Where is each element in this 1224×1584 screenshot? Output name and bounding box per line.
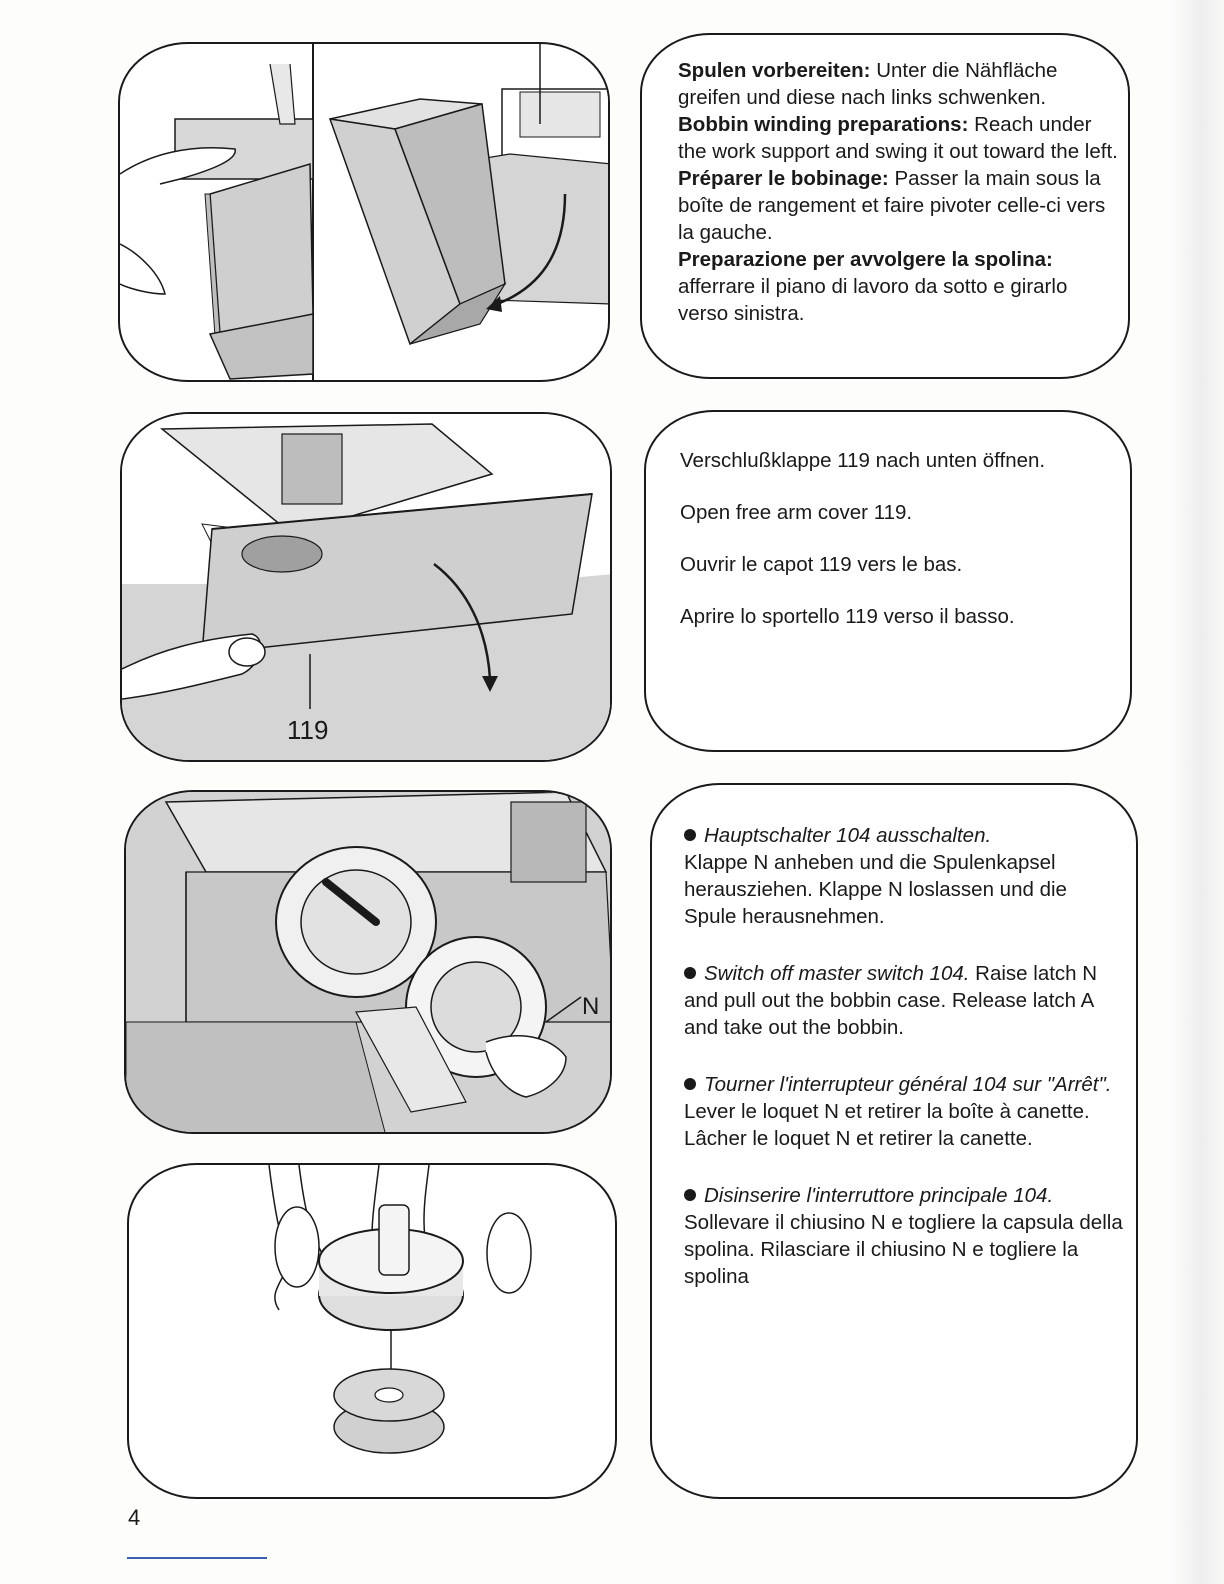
text-it: Preparazione per avvolgere la spolina: afferrare il piano di lavoro da sotto e girarlo verso sinistra.	[678, 248, 1068, 325]
text-en: Bobbin winding preparations: Reach under the work support and swing it out toward the left.	[678, 113, 1118, 163]
text-panel-open-cover	[644, 410, 1132, 752]
illustration-remove-bobbin-case	[126, 792, 612, 1134]
bullet-icon	[684, 1189, 696, 1201]
text-fr: Ouvrir le capot 119 vers le bas.	[680, 553, 963, 576]
bullet-icon	[684, 829, 696, 841]
text-it: Aprire lo sportello 119 verso il basso.	[680, 605, 1015, 628]
bullet-icon	[684, 1078, 696, 1090]
illustration-panel-free-arm-cover	[120, 412, 612, 762]
bullet-icon	[684, 967, 696, 979]
illustration-panel-bobbin-case	[124, 790, 612, 1134]
illustration-panel-work-support	[118, 42, 610, 382]
illustration-open-cover	[122, 414, 612, 762]
text-fr: Préparer le bobinage: Passer la main sous la boîte de rangement et faire pivoter celle-ci vers la gauche.	[678, 167, 1106, 244]
text-it: Disinserire l'interruttore principale 104. Sollevare il chiusino N e togliere la capsula della spolina. Rilasciare il chiusino N e togliere la spolina	[684, 1184, 1123, 1288]
page-number: 4	[128, 1505, 141, 1530]
footer-line	[127, 1557, 267, 1559]
text-de: Verschlußklappe 119 nach unten öffnen.	[680, 449, 1046, 472]
text-fr: Tourner l'interrupteur général 104 sur "Arrêt". Lever le loquet N et retirer la boîte à canette. Lâcher le loquet N et retirer la canette.	[684, 1073, 1112, 1150]
illustration-take-out-bobbin	[129, 1165, 617, 1499]
label-N: N	[582, 993, 600, 1020]
illustration-panel-bobbin	[127, 1163, 617, 1499]
text-de: Spulen vorbereiten: Unter die Nähfläche greifen und diese nach links schwenken.	[678, 59, 1058, 109]
illustration-swing-work-support	[120, 44, 610, 382]
text-panel-remove-bobbin	[650, 783, 1138, 1499]
text-de: Hauptschalter 104 ausschalten. Klappe N anheben und die Spulenkapsel herausziehen. Klappe N loslassen und die Spule herausnehmen.	[684, 824, 1067, 928]
text-panel-bobbin-preparation	[640, 33, 1130, 379]
scan-edge-shadow	[1169, 0, 1224, 1584]
text-en: Switch off master switch 104. Raise latch N and pull out the bobbin case. Release latch A and take out the bobbin.	[684, 962, 1098, 1039]
text-en: Open free arm cover 119.	[680, 501, 913, 524]
label-119: 119	[287, 715, 329, 745]
